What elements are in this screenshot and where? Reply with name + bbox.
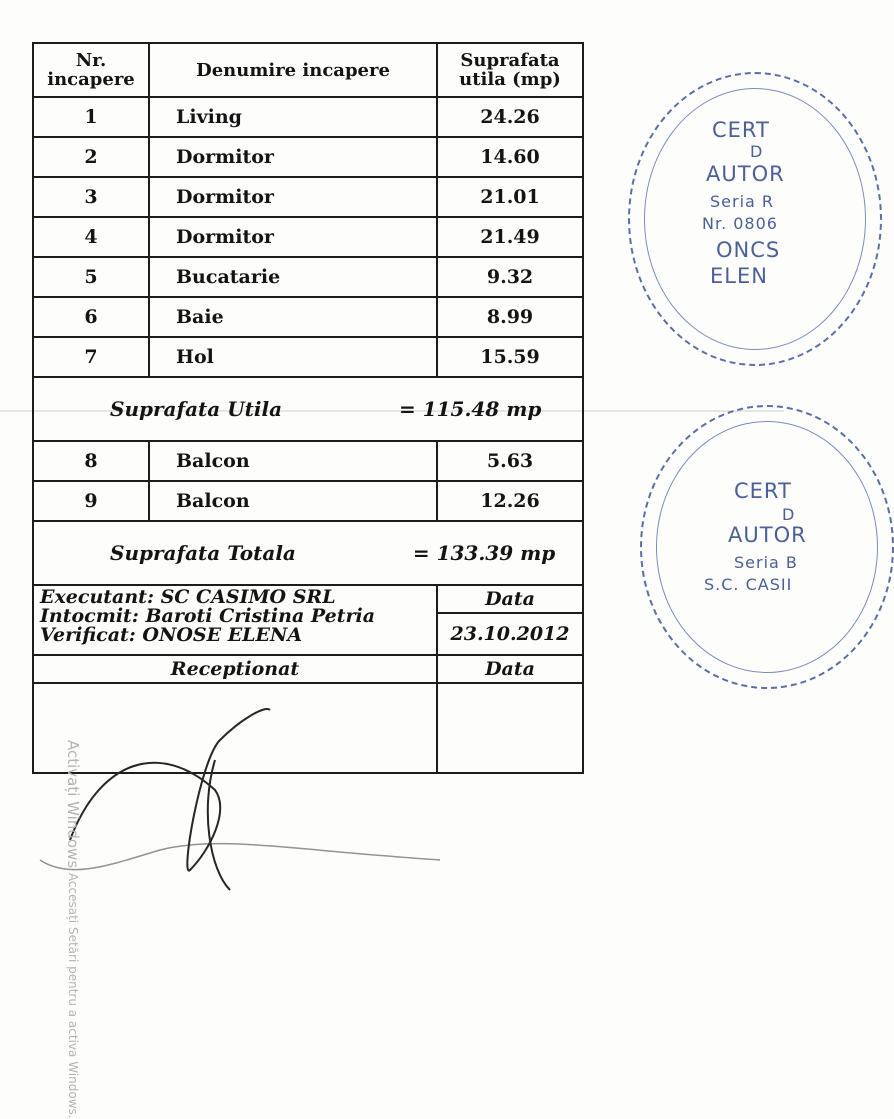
- reception-row: [33, 655, 583, 683]
- responsible-persons: [33, 585, 437, 655]
- date-value: 23.10.2012: [437, 613, 583, 655]
- header-nr: Nr. incapere: [33, 43, 149, 97]
- room-name: Dormitor: [149, 177, 437, 217]
- room-name: Hol: [149, 337, 437, 377]
- intocmit-text: Intocmit: Baroti Cristina Petria: [40, 605, 376, 627]
- data-label-reception: Data: [437, 655, 583, 683]
- stamp-inner-ring: [656, 421, 878, 673]
- room-area: 21.49: [437, 217, 583, 257]
- room-name: Baie: [149, 297, 437, 337]
- room-name: Dormitor: [149, 217, 437, 257]
- room-nr: 4: [33, 217, 149, 257]
- room-name: Living: [149, 97, 437, 137]
- room-area: 24.26: [437, 97, 583, 137]
- balcony-nr: 8: [33, 441, 149, 481]
- room-nr: 3: [33, 177, 149, 217]
- room-nr: 6: [33, 297, 149, 337]
- useful-area-label: Suprafata Utila: [110, 397, 283, 421]
- table-row: [33, 137, 583, 177]
- header-name: Denumire incapere: [149, 43, 437, 97]
- room-area: 21.01: [437, 177, 583, 217]
- table-row: [33, 297, 583, 337]
- table-row: [33, 441, 583, 481]
- handwritten-signature: [40, 700, 460, 900]
- grand-total-label: Suprafata Totala: [110, 541, 296, 565]
- room-nr: 2: [33, 137, 149, 177]
- grand-total-value: = 133.39 mp: [412, 541, 556, 565]
- room-name: Bucatarie: [149, 257, 437, 297]
- room-nr: 7: [33, 337, 149, 377]
- balcony-name: Balcon: [149, 441, 437, 481]
- executant-row: [33, 585, 583, 613]
- room-nr: 1: [33, 97, 149, 137]
- watermark-line1: Activați Windows: [64, 740, 82, 869]
- balcony-area: 5.63: [437, 441, 583, 481]
- table-row: [33, 177, 583, 217]
- verificat-text: Verificat: ONOSE ELENA: [40, 624, 303, 646]
- table-row: [33, 337, 583, 377]
- room-area: 8.99: [437, 297, 583, 337]
- header-area: Suprafata utila (mp): [437, 43, 583, 97]
- room-area: 14.60: [437, 137, 583, 177]
- room-area: 15.59: [437, 337, 583, 377]
- executant-text: Executant: SC CASIMO SRL: [40, 586, 336, 608]
- balcony-name: Balcon: [149, 481, 437, 521]
- room-name: Dormitor: [149, 137, 437, 177]
- room-area: 9.32: [437, 257, 583, 297]
- table-row: [33, 97, 583, 137]
- official-stamp-bottom: CERT D AUTOR Seria B S.C. CASII: [640, 405, 894, 689]
- data-label: Data: [437, 585, 583, 613]
- useful-area-total-row: [33, 377, 583, 441]
- balcony-area: 12.26: [437, 481, 583, 521]
- windows-activation-watermark: [22, 740, 82, 1119]
- official-stamp-top: CERT D AUTOR Seria R Nr. 0806 ONCS ELEN: [628, 72, 882, 366]
- table-row: [33, 257, 583, 297]
- table-header-row: [33, 43, 583, 97]
- surface-table: [32, 42, 584, 774]
- watermark-line2: Accesați Setări pentru a activa Windows.: [66, 872, 80, 1119]
- receptionat-label: Receptionat: [33, 655, 437, 683]
- table-row: [33, 481, 583, 521]
- useful-area-value: = 115.48 mp: [399, 397, 542, 421]
- room-nr: 5: [33, 257, 149, 297]
- grand-total-row: [33, 521, 583, 585]
- balcony-nr: 9: [33, 481, 149, 521]
- table-row: [33, 217, 583, 257]
